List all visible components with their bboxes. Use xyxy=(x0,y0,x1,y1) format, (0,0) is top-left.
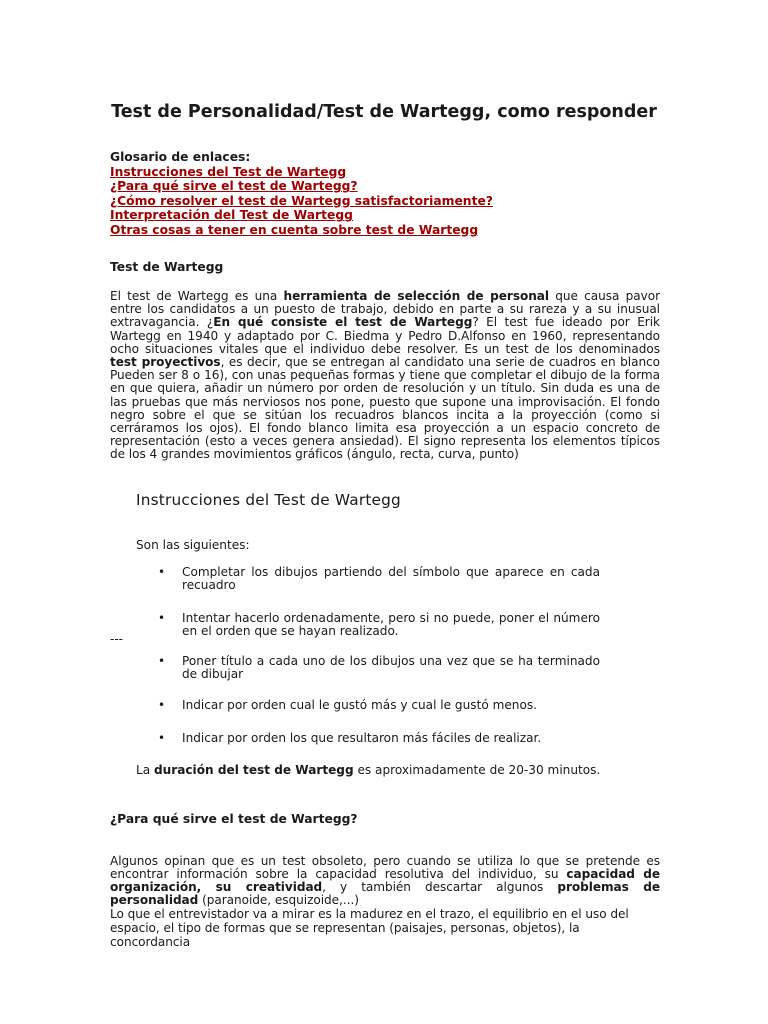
glossary-link-instrucciones[interactable]: Instrucciones del Test de Wartegg xyxy=(110,164,347,179)
text-run: (paranoide, esquizoide,...) xyxy=(198,893,359,908)
section3-paragraph-2: Lo que el entrevistador va a mirar es la madurez en el trazo, el equilibrio en el uso del espacio, el tipo de formas que se representan (paisajes, personas, objetos), la concordancia xyxy=(110,907,629,949)
bold-run: En qué consiste el test de Wartegg xyxy=(213,315,473,330)
glossary-link-para-que-sirve[interactable]: ¿Para qué sirve el test de Wartegg? xyxy=(110,179,358,194)
text-run: La xyxy=(136,763,154,777)
section1-paragraph xyxy=(110,290,660,462)
text-run: , y también descartar algunos xyxy=(322,880,558,895)
list-item: • Intentar hacerlo ordenadamente, pero si no puede, poner el número en el orden que se hayan realizado. xyxy=(158,612,600,639)
text-run: Algunos opinan que es un test obsoleto, pero cuando se utiliza lo que se pretende es encontrar información sobre la capacidad resolutiva del individuo, su xyxy=(110,854,660,882)
text-run: que causa pavor entre los candidatos a un puesto de trabajo, debido en parte a su rareza y a su inusual extravagancia. ¿ xyxy=(110,289,660,330)
glossary-link-interpretacion[interactable]: Interpretación del Test de Wartegg xyxy=(110,208,353,223)
glossary-heading: Glosario de enlaces: xyxy=(110,150,251,164)
list-item: • Completar los dibujos partiendo del símbolo que aparece en cada recuadro xyxy=(158,566,600,593)
text-run: es aproximadamente de 20-30 minutos. xyxy=(353,763,601,777)
bold-run: capacidad de organización, su creatividad xyxy=(110,867,660,895)
page-title: Test de Personalidad/Test de Wartegg, como responder xyxy=(111,102,657,122)
glossary-link-como-resolver[interactable]: ¿Cómo resolver el test de Wartegg satisfactoriamente? xyxy=(110,193,493,208)
glossary xyxy=(110,150,670,238)
instructions-intro: Son las siguientes: xyxy=(136,538,250,552)
bold-run: problemas de personalidad xyxy=(110,880,660,908)
section-heading-test-de-wartegg: Test de Wartegg xyxy=(110,260,224,274)
section-heading-para-que-sirve: ¿Para qué sirve el test de Wartegg? xyxy=(110,812,358,826)
list-item: • Poner título a cada uno de los dibujos una vez que se ha terminado de dibujar xyxy=(158,655,600,682)
bold-run: duración del test de Wartegg xyxy=(154,763,354,777)
duration-note xyxy=(136,763,600,778)
glossary-link-otras-cosas[interactable]: Otras cosas a tener en cuenta sobre test de Wartegg xyxy=(110,222,479,237)
bold-run: herramienta de selección de personal xyxy=(283,289,549,303)
text-run: El test de Wartegg es una xyxy=(110,289,284,303)
section3-paragraph xyxy=(110,855,660,907)
list-item: • Indicar por orden cual le gustó más y cual le gustó menos. xyxy=(158,699,600,712)
list-item: • Indicar por orden los que resultaron más fáciles de realizar. xyxy=(158,732,600,745)
section-heading-instrucciones: Instrucciones del Test de Wartegg xyxy=(136,491,401,509)
instructions-list xyxy=(158,566,600,745)
text-run: , es decir, que se entregan al candidato una serie de cuadros en blanco Pueden ser 8 o 16), con unas pequeñas formas y tiene que completar el dibujo de la forma en que quiera, añadir un número por orden de resolución y un título. Sin duda es una de las pruebas que más nerviosos nos pone, puesto que supone una improvisación. El fondo negro sobre el que se sitúan los recuadros blancos incita a la proyección (como si cerráramos los ojos). El fondo blanco limita esa proyección a un espacio concreto de representación (esto a veces genera ansiedad). El signo representa los elementos típicos de los 4 grandes movimientos gráficos (ángulo, recta, curva, punto) xyxy=(110,355,661,462)
separator-dashes: --- xyxy=(110,632,123,646)
text-run: ? El test fue ideado por Erik Wartegg en 1940 y adaptado por C. Biedma y Pedro D.Alfonso en 1960, representando ocho situaciones vitales que el individuo debe resolver. Es un test de los denominados xyxy=(110,315,660,356)
bold-run: test proyectivos xyxy=(110,355,221,370)
